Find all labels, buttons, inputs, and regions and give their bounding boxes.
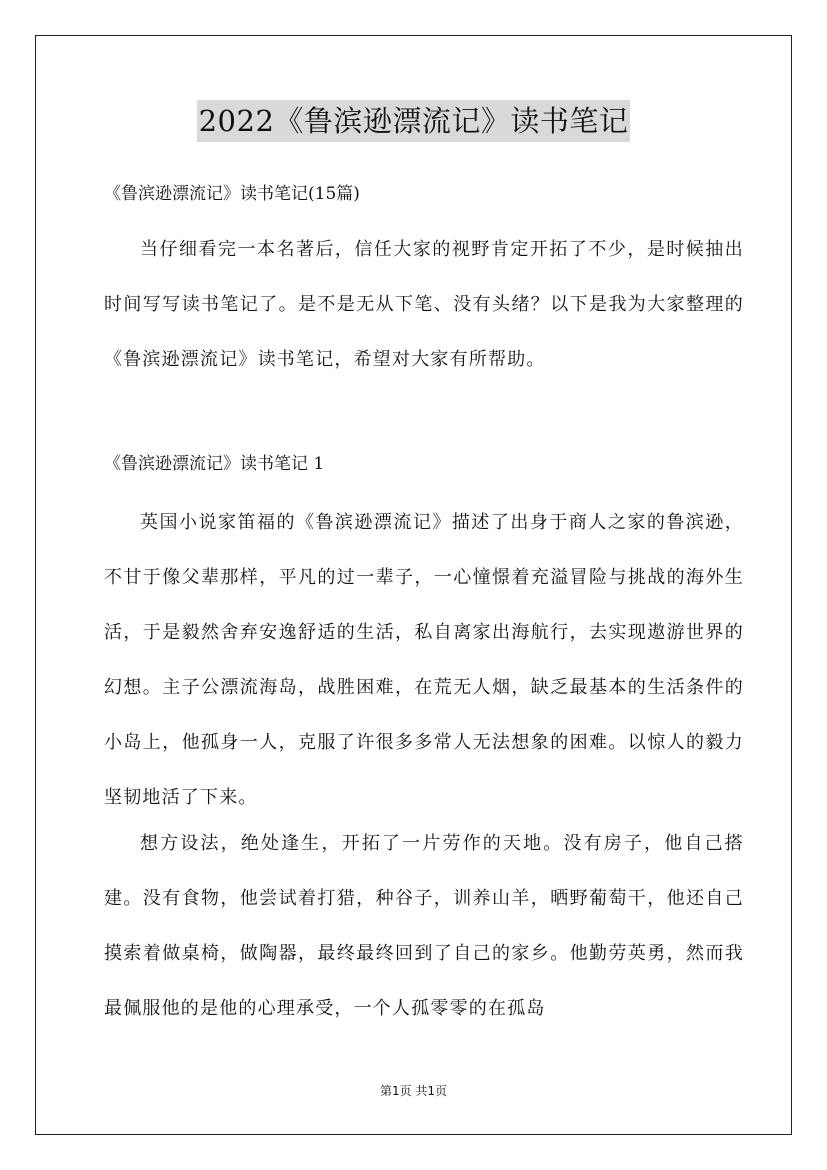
page-footer: 第1页 共1页 bbox=[379, 1084, 448, 1098]
document-title bbox=[0, 100, 827, 142]
document-subtitle: 《鲁滨逊漂流记》读书笔记(15篇) bbox=[104, 184, 360, 204]
document-title-text: 2022《鲁滨逊漂流记》读书笔记 bbox=[197, 100, 631, 142]
body-paragraph-1: 英国小说家笛福的《鲁滨逊漂流记》描述了出身于商人之家的鲁滨逊，不甘于像父辈那样，平凡的过一辈子，一心憧憬着充溢冒险与挑战的海外生活，于是毅然舍弃安逸舒适的生活，私自离家出海航行，去实现遨游世界的幻想。主子公漂流海岛，战胜困难，在荒无人烟，缺乏最基本的生活条件的小岛上，他孤身一人，克服了许很多多常人无法想象的困难。以惊人的毅力坚韧地活了下来。 bbox=[104, 512, 744, 808]
body-paragraph-2: 想方设法，绝处逢生，开拓了一片劳作的天地。没有房子，他自己搭建。没有食物，他尝试着打猎，种谷子，训养山羊，晒野葡萄干，他还自己摸索着做桌椅，做陶器，最终最终回到了自己的家乡。他勤劳英勇，然而我最佩服他的是他的心理承受，一个人孤零零的在孤岛 bbox=[104, 833, 744, 1019]
intro-paragraph: 当仔细看完一本名著后，信任大家的视野肯定开拓了不少，是时候抽出时间写写读书笔记了。是不是无从下笔、没有头绪？以下是我为大家整理的《鲁滨逊漂流记》读书笔记，希望对大家有所帮助。 bbox=[104, 239, 744, 370]
section-heading: 《鲁滨逊漂流记》读书笔记 1 bbox=[104, 454, 325, 474]
